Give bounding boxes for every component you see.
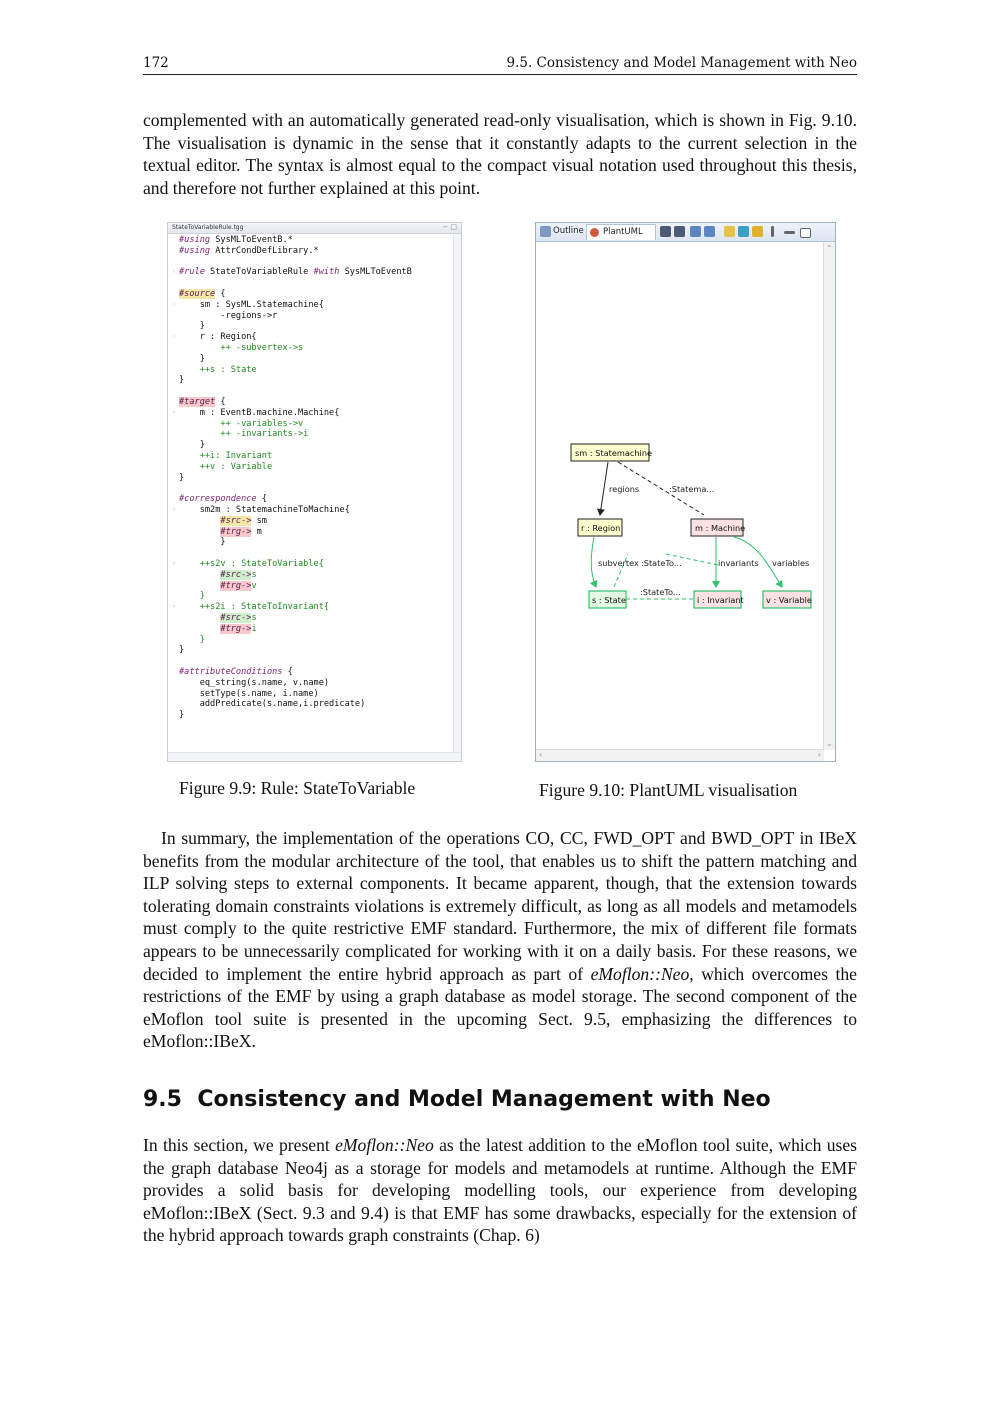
plantuml-icon: [590, 228, 599, 237]
figure-9-9-caption: Figure 9.9: Rule: StateToVariable: [179, 778, 416, 798]
code-text: [179, 267, 412, 278]
code-token-gr: ++v : Variable: [179, 461, 273, 472]
code-text: [179, 408, 339, 419]
code-token: eq_string(s.name, v.name): [179, 677, 330, 688]
code-text: [179, 505, 350, 516]
code-token-gr: ++ -invariants->i: [179, 429, 309, 440]
code-text: [179, 645, 184, 656]
fold-marker-icon[interactable]: ◦: [172, 333, 177, 342]
code-token: {: [282, 667, 293, 677]
code-token: }: [179, 321, 205, 332]
code-text: [179, 624, 257, 635]
summary-text-b: , which overcomes the restrictions of the EMF by using a graph database as model storage. The second component of the eMoflon tool suite is presented in the upcoming Sect. 9.5, emphasizing the differences to eMoflon::IBeX.: [143, 963, 857, 1052]
code-text: [179, 235, 293, 246]
plantuml-view-screenshot: [535, 222, 836, 762]
view-vertical-scrollbar[interactable]: [823, 242, 835, 750]
code-token-kwg: #src->: [220, 569, 252, 580]
summary-paragraph: [143, 827, 857, 1053]
minimize-icon: [784, 231, 795, 234]
code-token: SysMLToEventB: [339, 267, 412, 278]
code-text: [179, 440, 205, 451]
code-token-kw: #with: [313, 267, 340, 278]
editor-tab-controls: − □: [442, 223, 457, 231]
code-token: SysMLToEventB.*: [210, 235, 293, 245]
code-token-gr: ++s : State: [179, 364, 257, 375]
code-token-gr: }: [179, 634, 205, 645]
code-text: [179, 570, 257, 581]
tab-plantuml-label: PlantUML: [603, 227, 643, 237]
code-token-kw: #using: [179, 245, 211, 256]
node-i-label: i : Invariant: [697, 595, 744, 605]
code-text: [179, 321, 205, 332]
code-token: addPredicate(s.name,i.predicate): [179, 699, 366, 710]
actual-size-icon: [704, 226, 715, 237]
code-token: sm: [251, 515, 267, 526]
code-text: [179, 473, 184, 484]
zoom-out-icon: [674, 226, 685, 237]
section-heading: [143, 1087, 857, 1112]
code-token-kwh: #src->: [220, 515, 252, 526]
code-token-gr: ++i: Invariant: [179, 451, 273, 461]
code-token-kw: #rule: [179, 267, 205, 278]
code-text: [179, 699, 365, 710]
running-title: 9.5. Consistency and Model Management with Neo: [506, 55, 857, 71]
rule-editor-screenshot: [167, 222, 462, 762]
code-token: [179, 516, 220, 526]
code-token-kwg: #src->: [220, 613, 252, 623]
code-token-kw: #attributeConditions: [179, 667, 283, 677]
code-token: setType(s.name, i.name): [179, 688, 319, 699]
fold-marker-icon[interactable]: ◦: [172, 300, 177, 309]
section-tool-name: eMoflon::Neo: [335, 1135, 434, 1155]
intro-paragraph: complemented with an automatically generated read-only visualisation, which is shown in Fig. 9.10. The visualisation is dynamic in the sense that it constantly adapts to the current selection in the textual editor. The syntax is almost equal to the compact visual notation used throughout this thesis, and therefore not further explained at this point.: [143, 110, 857, 198]
page-number: 172: [143, 55, 169, 71]
tab-outline: Outline: [553, 226, 584, 236]
code-text: [179, 591, 205, 602]
code-token-kwr: #trg->: [220, 526, 252, 537]
code-token: AttrCondDefLibrary.*: [210, 245, 319, 256]
fold-marker-icon[interactable]: ◦: [172, 268, 177, 277]
code-text: [179, 429, 308, 440]
code-token-kwr: #target: [179, 397, 216, 407]
node-r-label: r : Region: [581, 523, 621, 533]
code-token: sm2m : StatemachineToMachine{: [179, 505, 350, 515]
code-text: [179, 343, 303, 354]
node-v-label: v : Variable: [766, 595, 812, 605]
scroll-right-icon[interactable]: ›: [817, 750, 821, 759]
edge-subvertex: [591, 537, 596, 587]
code-token-kwr: #trg->: [220, 580, 252, 591]
code-token: {: [256, 494, 267, 505]
diagram-canvas: [538, 243, 823, 749]
fold-marker-icon[interactable]: ◦: [172, 506, 177, 514]
edge-label-stateto-2: :StateTo...: [640, 587, 681, 597]
code-text: [179, 710, 184, 721]
scroll-left-icon[interactable]: ‹: [539, 750, 543, 759]
code-text: [179, 375, 184, 386]
code-text: [179, 527, 262, 538]
figure-9-10-caption: Figure 9.10: PlantUML visualisation: [539, 780, 798, 800]
view-horizontal-scrollbar[interactable]: [536, 749, 824, 761]
edge-label-variables: variables: [772, 558, 810, 568]
diagram-svg: [538, 243, 823, 749]
code-token: }: [179, 537, 226, 548]
code-token-gr: ++ -variables->v: [179, 418, 304, 429]
code-token: }: [179, 375, 185, 386]
code-text: [179, 516, 267, 527]
menu-icon: [771, 226, 774, 237]
view-toolbar: [536, 223, 835, 242]
code-text: [179, 365, 257, 376]
code-token: r : Region{: [179, 332, 257, 343]
section-title-text: Consistency and Model Management with Neo: [197, 1087, 771, 1112]
code-token: [179, 581, 220, 591]
code-text: [179, 559, 324, 570]
node-s-label: s : State: [592, 595, 626, 605]
code-token: m : EventB.machine.Machine{: [179, 407, 340, 418]
code-text: [179, 332, 257, 343]
export-icon: [738, 226, 749, 237]
code-text: [179, 397, 226, 408]
code-token: {: [215, 289, 226, 299]
section-text-b: as the latest addition to the eMoflon tool suite, which uses the graph database Neo4j as a storage for models and metamodels at runtime. Although the EMF provides a solid basis for developing modelling tools, our experience from developing eMoflon::IBeX (Sect. 9.3 and 9.4) is that EMF has some drawbacks, especially for the extension of the hybrid approach towards graph constraints (Chap. 6): [143, 1135, 857, 1246]
zoom-in-icon: [660, 226, 671, 237]
code-token-gr: s: [251, 613, 257, 623]
code-token: -regions->r: [179, 310, 278, 321]
code-token-kwr: #trg->: [220, 623, 252, 634]
code-token: }: [179, 645, 185, 656]
code-token-kw: #correspondence: [179, 494, 257, 505]
code-token-gr: ++ -subvertex->s: [179, 343, 304, 353]
link-icon: [752, 226, 763, 237]
code-token: StateToVariableRule: [204, 267, 314, 278]
node-m-label: m : Machine: [695, 523, 746, 533]
node-sm-label: sm : Statemachine: [575, 448, 653, 458]
code-token-gr: s: [251, 569, 257, 580]
code-text: [179, 246, 319, 257]
code-token-kwh: #source: [179, 289, 216, 299]
edge-label-regions: regions: [609, 484, 640, 494]
code-text: [179, 689, 319, 700]
code-text: [179, 419, 303, 430]
code-token: m: [251, 526, 262, 537]
scroll-up-icon[interactable]: ⌃: [826, 244, 833, 253]
code-token: }: [179, 440, 205, 451]
code-token: }: [179, 353, 205, 364]
maximize-icon: [800, 228, 811, 238]
editor-vertical-scrollbar: [453, 234, 461, 753]
scroll-down-icon[interactable]: ⌄: [826, 739, 833, 748]
code-token: {: [215, 397, 226, 407]
code-token: }: [179, 710, 185, 721]
fold-marker-icon[interactable]: ◦: [172, 408, 177, 417]
code-token: }: [179, 472, 185, 483]
edge-label-statema: :Statema...: [669, 484, 715, 494]
running-header: [143, 52, 857, 75]
code-text: [179, 311, 277, 322]
code-token-gr: ++s2i : StateToInvariant{: [179, 602, 330, 613]
code-token-kw: #using: [179, 235, 211, 245]
section-text-a: In this section, we present: [143, 1135, 336, 1155]
summary-text-a: In summary, the implementation of the operations CO, CC, FWD_OPT and BWD_OPT in IBeX benefits from the modular architecture of the tool, that enables us to shift the pattern matching and ILP solving steps to external components. It became apparent, though, that the extension towards tolerating domain constraints violations is extremely difficult, as long as all models and metamodels must comply to the quite restrictive EMF standard. Furthermore, the mix of different file formats appears to be unnecessarily complicated for working with it on a daily basis. For these reasons, we decided to implement the entire hybrid approach as part of: [143, 828, 857, 984]
code-text: [179, 613, 257, 624]
section-paragraph: [143, 1134, 857, 1247]
code-text: [179, 354, 205, 365]
code-text: [179, 667, 293, 678]
code-token: [179, 613, 220, 623]
editor-tab-name: StateToVariableRule.tgg: [172, 224, 244, 231]
summary-tool-name: eMoflon::Neo: [590, 963, 690, 984]
code-text: [179, 678, 329, 689]
code-token-gr: ++s2v : StateToVariable{: [179, 559, 324, 569]
code-text: [179, 581, 257, 592]
edge-regions: [600, 462, 608, 515]
code-text: [179, 300, 324, 311]
code-token-gr: }: [179, 591, 205, 602]
code-text: [179, 635, 205, 646]
section-number: 9.5: [143, 1087, 182, 1112]
code-text: [179, 602, 329, 613]
editor-horizontal-scrollbar: [168, 752, 461, 761]
code-text: [179, 537, 226, 548]
code-token-gr: i: [251, 623, 257, 634]
edge-label-stateto-1: :StateTo...: [641, 558, 682, 568]
code-text: [179, 462, 272, 473]
code-token: [179, 624, 220, 634]
code-token: [179, 527, 220, 537]
fold-marker-icon[interactable]: ◦: [172, 560, 177, 568]
copy-icon: [724, 226, 735, 237]
code-text: [179, 494, 267, 505]
edge-label-invariants: invariants: [718, 558, 759, 568]
code-token: sm : SysML.Statemachine{: [179, 299, 324, 310]
fit-icon: [690, 226, 701, 237]
code-token: [179, 570, 220, 580]
code-text: [179, 289, 226, 300]
fold-marker-icon[interactable]: ◦: [172, 603, 177, 612]
code-token-gr: v: [251, 580, 257, 591]
edge-label-subvertex: subvertex: [598, 558, 639, 568]
editor-tab-bar: [168, 223, 461, 234]
outline-icon: [540, 226, 551, 237]
code-text: [179, 451, 272, 462]
